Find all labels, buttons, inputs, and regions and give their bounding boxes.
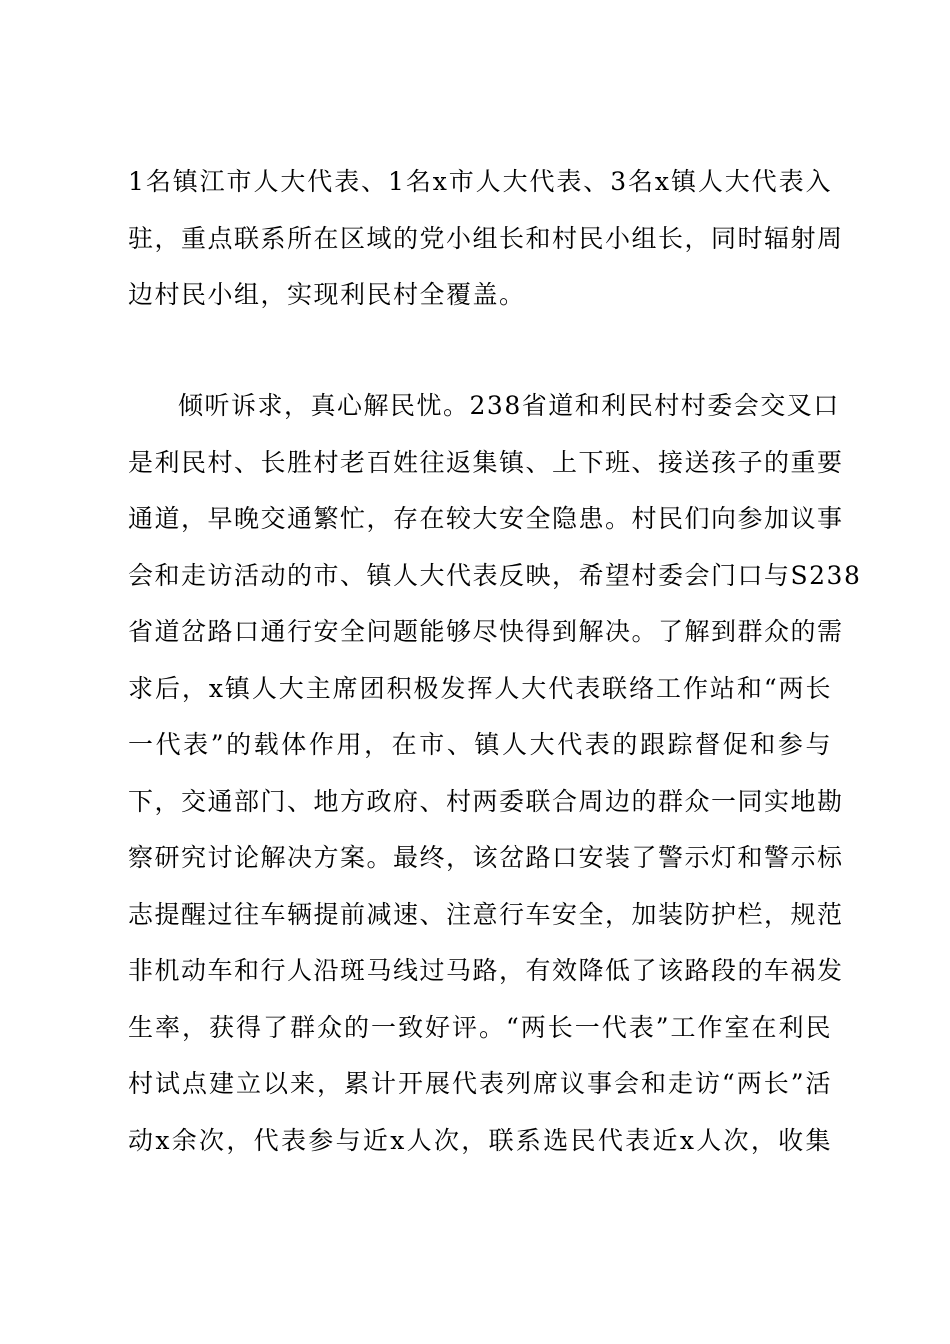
paragraph-representatives [128,154,844,324]
text-line: 省道岔路口通行安全问题能够尽快得到解决。了解到群众的需 [128,617,844,646]
text-line: 倾听诉求，真心解民忧。238省道和利民村村委会交叉口 [178,391,840,420]
text-line: 边村民小组，实现利民村全覆盖。 [128,280,526,309]
text-line: 会和走访活动的市、镇人大代表反映，希望村委会门口与S238 [128,560,862,590]
text-line: 1名镇江市人大代表、1名x市人大代表、3名x镇人大代表入 [128,167,832,196]
text-line: 村试点建立以来，累计开展代表列席议事会和走访“两长”活 [128,1069,832,1098]
text-line: 下，交通部门、地方政府、村两委联合周边的群众一同实地勘 [128,786,844,816]
text-line: 一代表”的载体作用，在市、镇人大代表的跟踪督促和参与 [128,730,832,759]
text-line: 求后，x镇人大主席团积极发挥人大代表联络工作站和“两长 [128,673,832,703]
text-line: 志提醒过往车辆提前减速、注意行车安全，加装防护栏，规范 [128,899,844,929]
text-line: 是利民村、长胜村老百姓往返集镇、上下班、接送孩子的重要 [128,447,844,477]
text-line: 动x余次，代表参与近x人次，联系选民代表近x人次，收集 [128,1125,832,1155]
text-line: 察研究讨论解决方案。最终，该岔路口安装了警示灯和警示标 [128,843,844,872]
text-line: 驻，重点联系所在区域的党小组长和村民小组长，同时辐射周 [128,223,844,253]
text-line: 生率，获得了群众的一致好评。“两长一代表”工作室在利民 [128,1012,832,1042]
text-line: 非机动车和行人沿斑马线过马路，有效降低了该路段的车祸发 [128,956,844,985]
text-line: 通道，早晚交通繁忙，存在较大安全隐患。村民们向参加议事 [128,504,844,533]
paragraph-listen-to-appeals [128,378,862,1169]
